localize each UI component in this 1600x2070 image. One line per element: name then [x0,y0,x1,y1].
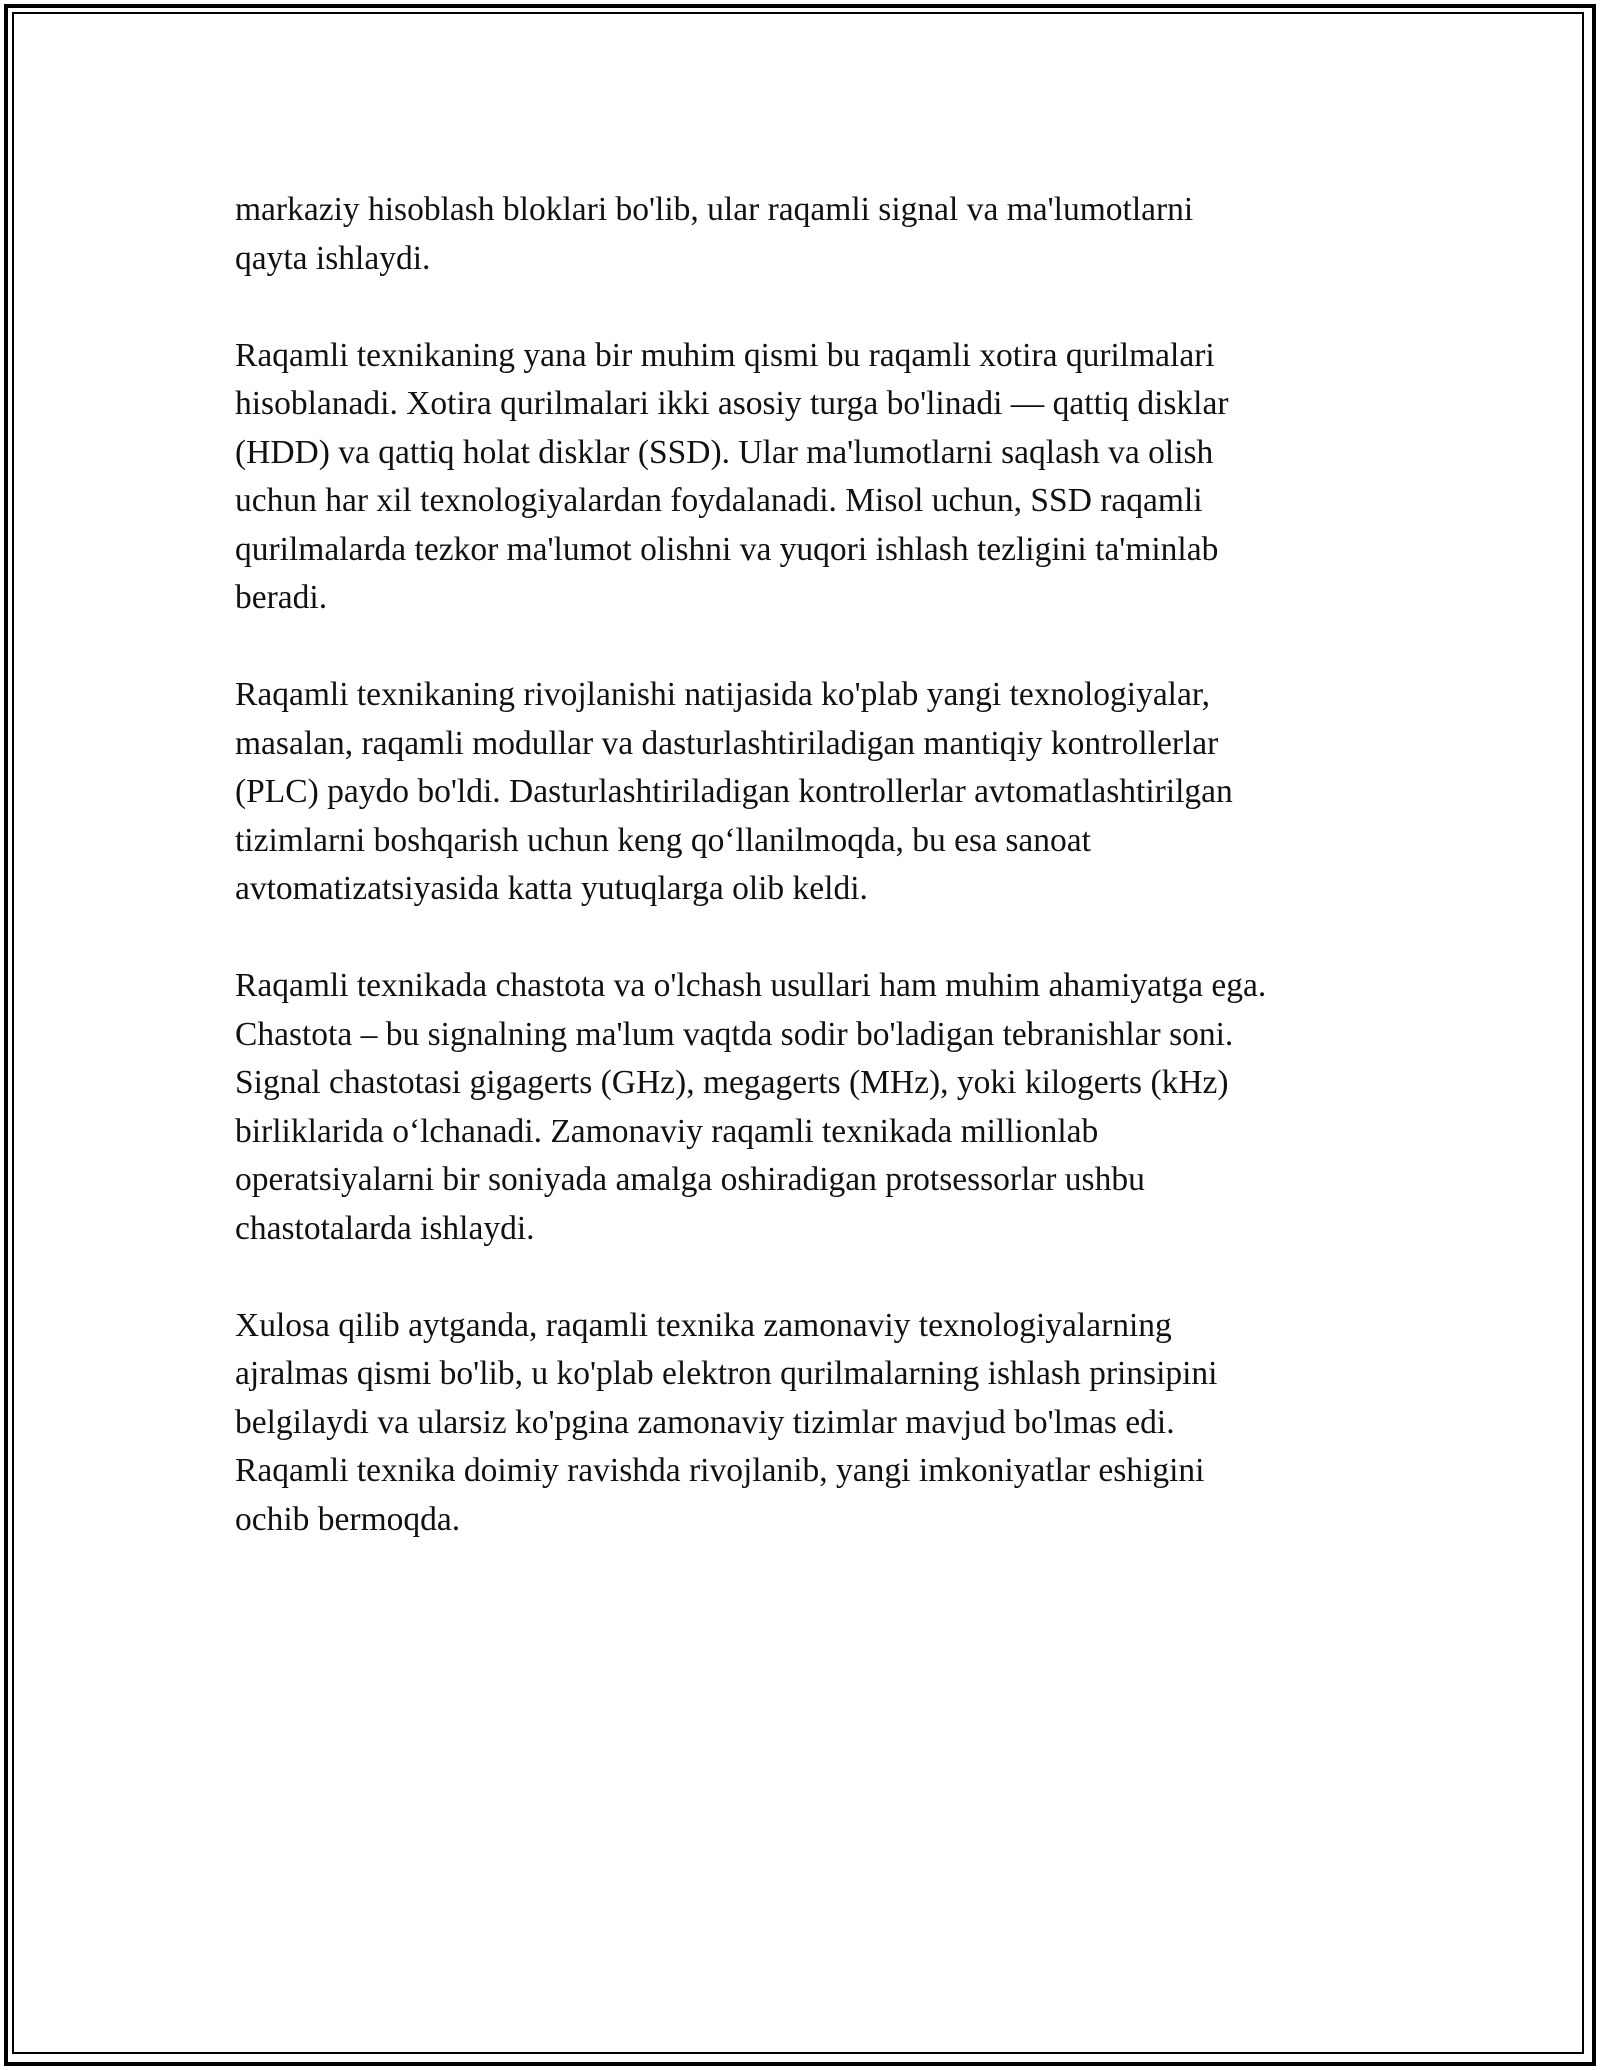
text-line: Chastota – bu signalning ma'lum vaqtda sodir bo'ladigan tebranishlar soni. [235,1015,1234,1053]
paragraph-4 [235,962,1395,1253]
text-line: Raqamli texnika doimiy ravishda rivojlanib, yangi imkoniyatlar eshigini [235,1452,1205,1489]
text-line: Raqamli texnikaning yana bir muhim qismi bu raqamli xotira qurilmalari [235,336,1215,374]
text-line: (HDD) va qattiq holat disklar (SSD). Ular ma'lumotlarni saqlash va olish [235,433,1214,471]
text-line: birliklarida o‘lchanadi. Zamonaviy raqamli texnikada millionlab [235,1112,1099,1150]
text-line: chastotalarda ishlaydi. [235,1209,535,1247]
text-line: ajralmas qismi bo'lib, u ko'plab elektron qurilmalarning ishlash prinsipini [235,1355,1218,1392]
text-line: tizimlarni boshqarish uchun keng qo‘llanilmoqda, bu esa sanoat [235,821,1091,859]
text-line: masalan, raqamli modullar va dasturlashtiriladigan mantiqiy kontrollerlar [235,724,1219,762]
text-line: avtomatizatsiyasida katta yutuqlarga olib keldi. [235,870,868,907]
text-line: markaziy hisoblash bloklari bo'lib, ular raqamli signal va ma'lumotlarni [235,191,1194,228]
text-line: hisoblanadi. Xotira qurilmalari ikki asosiy turga bo'linadi — qattiq disklar [235,385,1229,422]
paragraph-2 [235,332,1395,623]
text-line: Raqamli texnikaning rivojlanishi natijasida ko'plab yangi texnologiyalar, [235,676,1211,713]
text-line: Signal chastotasi gigagerts (GHz), megagerts (MHz), yoki kilogerts (kHz) [235,1064,1229,1101]
document-body [235,186,1395,1593]
text-line: operatsiyalarni bir soniyada amalga oshiradigan protsessorlar ushbu [235,1161,1145,1198]
text-line: belgilaydi va ularsiz ko'pgina zamonaviy tizimlar mavjud bo'lmas edi. [235,1403,1175,1441]
text-line: (PLC) paydo bo'ldi. Dasturlashtiriladigan kontrollerlar avtomatlashtirilgan [235,773,1233,810]
text-line: Raqamli texnikada chastota va o'lchash usullari ham muhim ahamiyatga ega. [235,967,1267,1004]
text-line: qurilmalarda tezkor ma'lumot olishni va yuqori ishlash tezligini ta'minlab [235,530,1219,568]
paragraph-3 [235,671,1395,914]
text-line: uchun har xil texnologiyalardan foydalanadi. Misol uchun, SSD raqamli [235,482,1203,519]
paragraph-1 [235,186,1395,283]
text-line: Xulosa qilib aytganda, raqamli texnika zamonaviy texnologiyalarning [235,1306,1172,1344]
paragraph-5 [235,1302,1395,1545]
text-line: beradi. [235,579,328,616]
text-line: qayta ishlaydi. [235,239,431,277]
text-line: ochib bermoqda. [235,1500,461,1538]
